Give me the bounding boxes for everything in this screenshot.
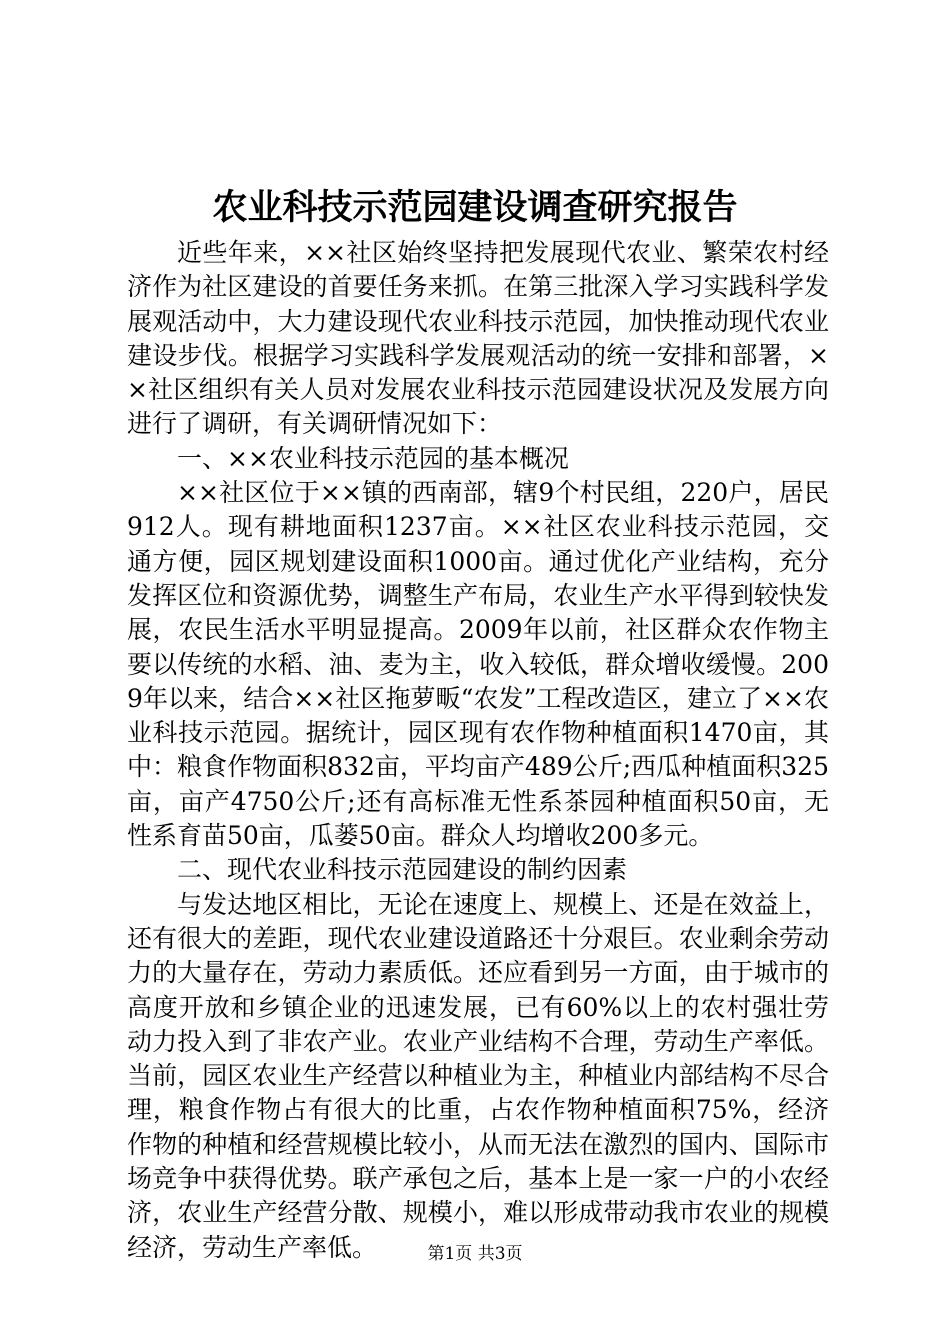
document-body	[127, 236, 829, 1265]
paragraph-intro: 近些年来，××社区始终坚持把发展现代农业、繁荣农村经济作为社区建设的首要任务来抓。在第三批深入学习实践科学发展观活动中，大力建设现代农业科技示范园，加快推动现代农业建设步伐。根据学习实践科学发展观活动的统一安排和部署，××社区组织有关人员对发展农业科技示范园建设状况及发展方向进行了调研，有关调研情况如下：	[127, 238, 829, 439]
section-heading-1: 一、××农业科技示范园的基本概况	[177, 443, 569, 473]
paragraph-overview: ××社区位于××镇的西南部，辖9个村民组，220户，居民912人。现有耕地面积1237亩。××社区农业科技示范园，交通方便，园区规划建设面积1000亩。通过优化产业结构，充分发挥区位和资源优势，调整生产布局，农业生产水平得到较快发展，农民生活水平明显提高。2009年以前，社区群众农作物主要以传统的水稻、油、麦为主，收入较低，群众增收缓慢。2009年以来，结合××社区拖萝畈“农发”工程改造区，建立了××农业科技示范园。据统计，园区现有农作物种植面积1470亩，其中：粮食作物面积832亩，平均亩产489公斤;西瓜种植面积325亩，亩产4750公斤;还有高标准无性系茶园种植面积50亩，无性系育苗50亩，瓜蒌50亩。群众人均增收200多元。	[127, 478, 829, 851]
page-footer: 第1页 共3页	[427, 1244, 523, 1264]
paragraph-constraints: 与发达地区相比，无论在速度上、规模上、还是在效益上，还有很大的差距，现代农业建设道路还十分艰巨。农业剩余劳动力的大量存在，劳动力素质低。还应看到另一方面，由于城市的高度开放和乡镇企业的迅速发展，已有60%以上的农村强壮劳动力投入到了非农产业。农业产业结构不合理，劳动生产率低。当前，园区农业生产经营以种植业为主，种植业内部结构不尽合理，粮食作物占有很大的比重，占农作物种植面积75%，经济作物的种植和经营规模比较小，从而无法在激烈的国内、国际市场竞争中获得优势。联产承包之后，基本上是一家一户的小农经济，农业生产经营分散、规模小，难以形成带动我市农业的规模经济，劳动生产率低。	[127, 889, 829, 1262]
section-heading-2: 二、现代农业科技示范园建设的制约因素	[177, 855, 628, 885]
document-title: 农业科技示范园建设调查研究报告	[212, 187, 738, 228]
